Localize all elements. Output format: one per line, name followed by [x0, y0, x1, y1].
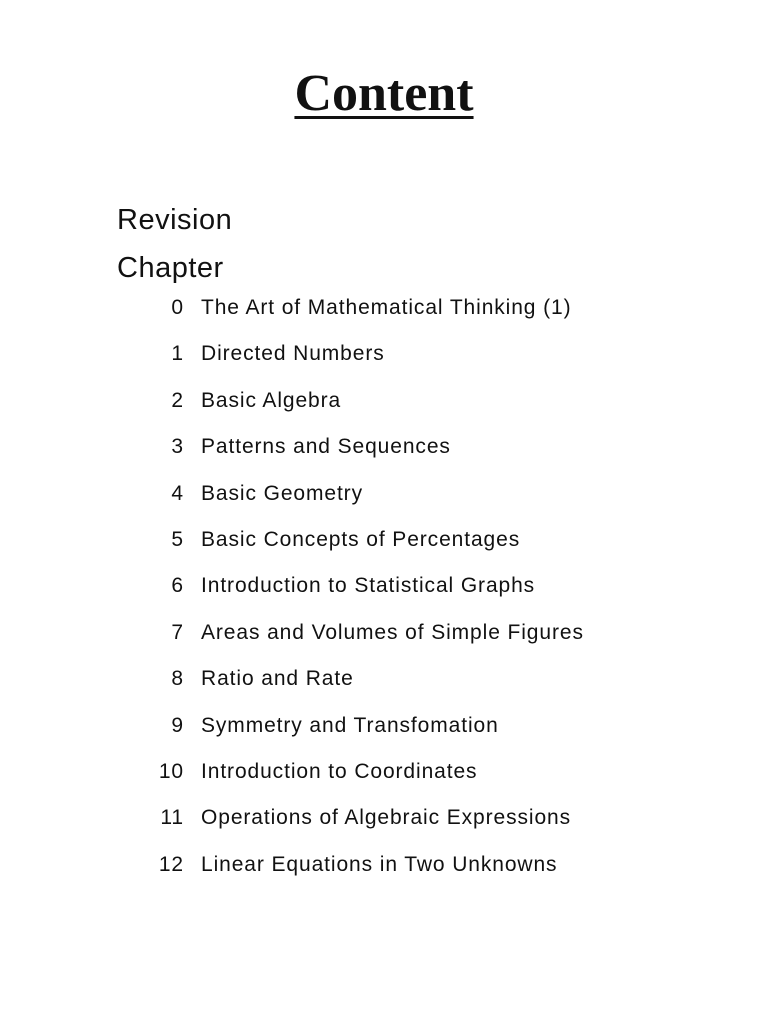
chapter-number: 8: [171, 667, 184, 691]
chapter-title: Basic Geometry: [201, 481, 363, 505]
chapter-title: Introduction to Statistical Graphs: [201, 574, 536, 598]
section-label-revision: Revision: [117, 204, 233, 236]
chapter-number: 5: [171, 527, 184, 551]
chapter-number: 9: [171, 713, 184, 737]
chapter-title: Basic Concepts of Percentages: [201, 527, 521, 551]
chapter-item: [150, 714, 584, 760]
chapter-number: 10: [158, 759, 184, 783]
chapter-number: 11: [160, 806, 184, 830]
chapter-title: Symmetry and Transfomation: [201, 713, 499, 737]
page-title-text: Content: [294, 65, 474, 122]
chapter-item: [150, 389, 584, 435]
chapter-title: Basic Algebra: [201, 388, 342, 412]
chapter-title: The Art of Mathematical Thinking (1): [201, 296, 572, 319]
chapter-item: [150, 482, 584, 528]
chapter-item: [150, 574, 584, 620]
chapter-title: Introduction to Coordinates: [201, 759, 478, 783]
chapter-item: [150, 760, 584, 806]
chapter-number: 4: [171, 481, 184, 505]
chapter-item: [150, 528, 584, 574]
page-title: [0, 62, 768, 126]
chapter-list: [150, 296, 584, 899]
chapter-item: [150, 342, 584, 388]
chapter-number: 3: [171, 435, 184, 459]
chapter-number: 0: [171, 296, 184, 319]
chapter-number: 6: [171, 574, 184, 598]
chapter-item: [150, 853, 584, 899]
chapter-title: Operations of Algebraic Expressions: [201, 806, 572, 830]
chapter-title: Linear Equations in Two Unknowns: [201, 852, 558, 876]
chapter-title: Ratio and Rate: [201, 667, 354, 691]
chapter-number: 2: [171, 388, 184, 412]
chapter-title: Areas and Volumes of Simple Figures: [201, 620, 584, 644]
chapter-item: [150, 621, 584, 667]
chapter-title: Directed Numbers: [201, 342, 385, 366]
chapter-item: [150, 435, 584, 481]
section-label-chapter: Chapter: [117, 252, 224, 284]
chapter-title: Patterns and Sequences: [201, 435, 451, 459]
chapter-item: [150, 806, 584, 852]
chapter-item: [150, 667, 584, 713]
chapter-number: 1: [171, 342, 184, 366]
chapter-number: 12: [158, 852, 184, 876]
chapter-number: 7: [171, 620, 184, 644]
chapter-item: [150, 296, 584, 342]
